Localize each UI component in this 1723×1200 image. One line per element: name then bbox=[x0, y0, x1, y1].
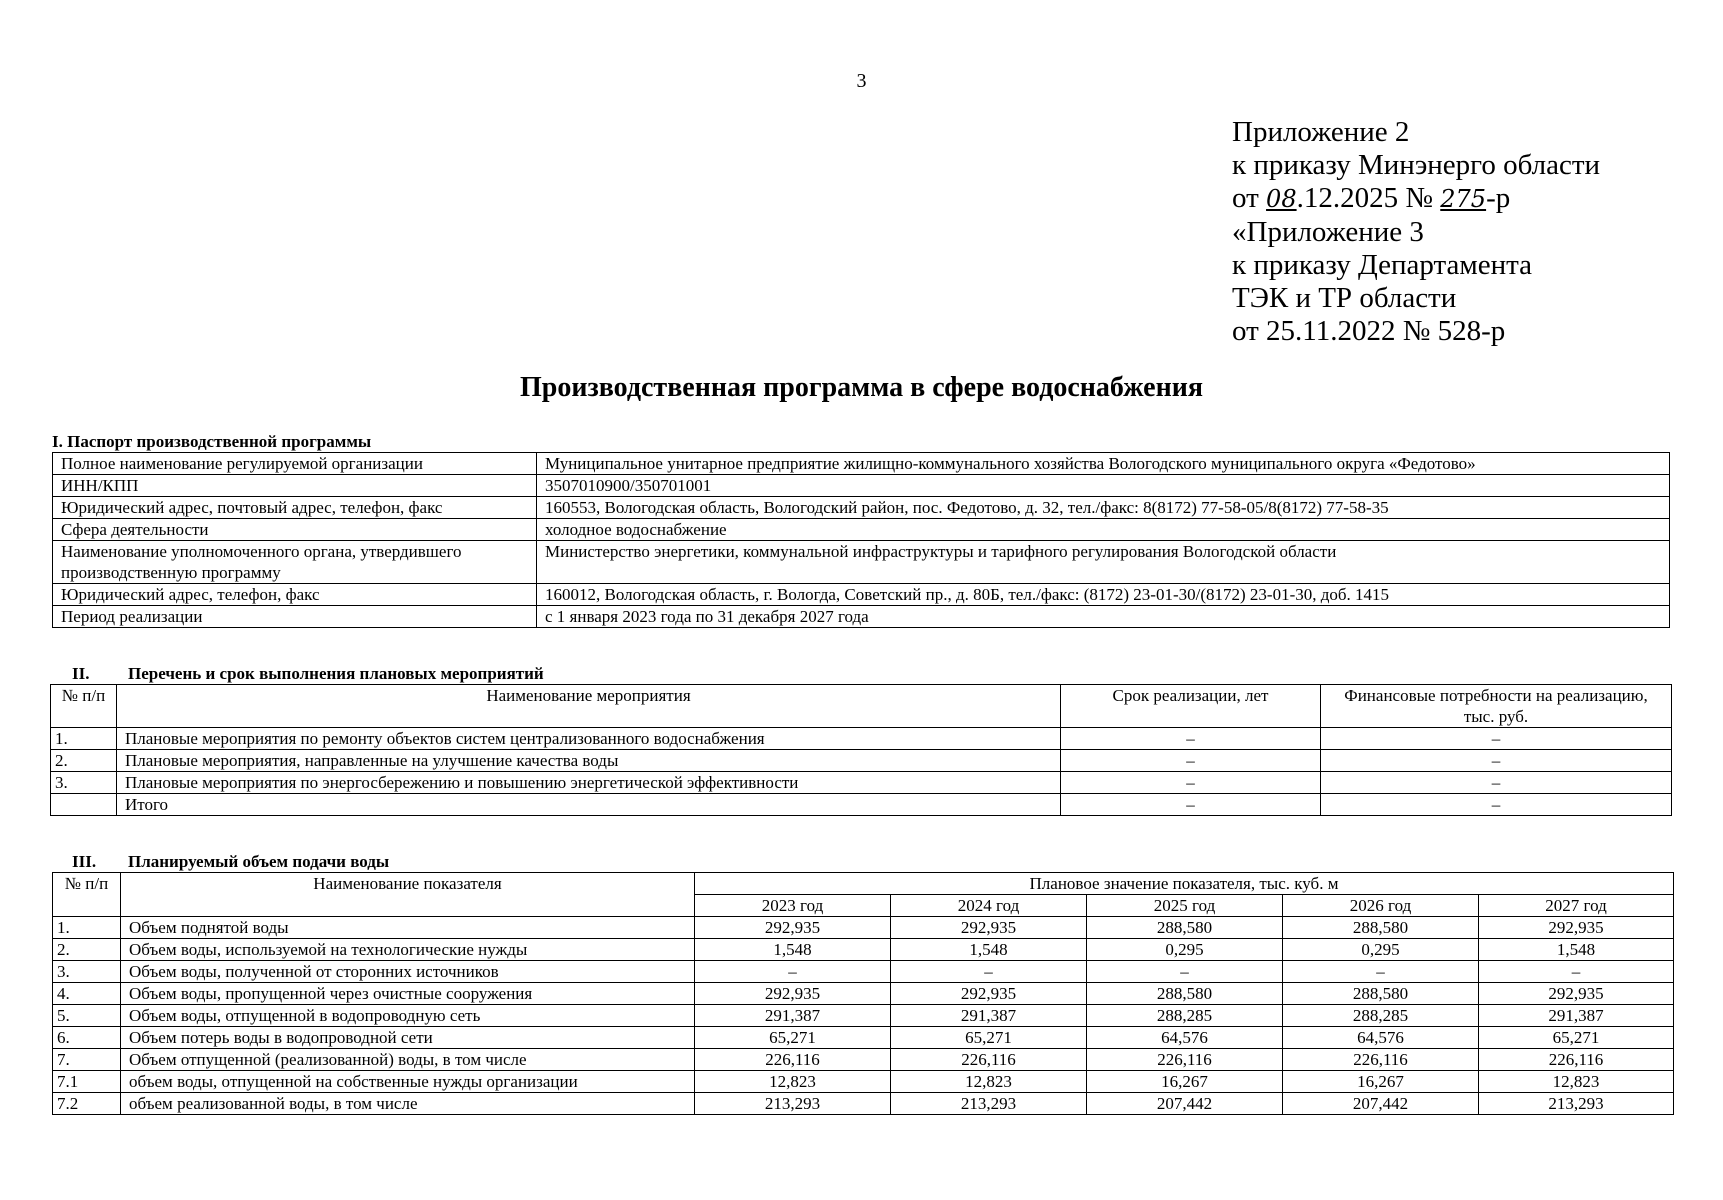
indicator-value: 213,293 bbox=[695, 1093, 891, 1115]
indicator-value: 0,295 bbox=[1087, 939, 1283, 961]
indicator-value: – bbox=[1087, 961, 1283, 983]
passport-label: Период реализации bbox=[53, 606, 537, 628]
appendix-line: ТЭК и ТР области bbox=[1232, 282, 1457, 314]
table-row bbox=[53, 961, 1674, 983]
indicator-value: 292,935 bbox=[891, 983, 1087, 1005]
measure-name: Плановые мероприятия по энергосбережению и повышению энергетической эффективности bbox=[117, 772, 1061, 794]
section-2-heading bbox=[72, 664, 544, 684]
indicator-value: 213,293 bbox=[1479, 1093, 1674, 1115]
row-number: 6. bbox=[53, 1027, 121, 1049]
table-row bbox=[53, 584, 1670, 606]
year-header: 2026 год bbox=[1283, 895, 1479, 917]
indicator-value: 226,116 bbox=[1283, 1049, 1479, 1071]
appendix-line: «Приложение 3 bbox=[1232, 216, 1424, 248]
year-header: 2023 год bbox=[695, 895, 891, 917]
indicator-value: 65,271 bbox=[695, 1027, 891, 1049]
row-number: 7. bbox=[53, 1049, 121, 1071]
row-number: 3. bbox=[51, 772, 117, 794]
header-plan: Плановое значение показателя, тыс. куб. м bbox=[695, 873, 1674, 895]
table-row bbox=[53, 1093, 1674, 1115]
appendix-line: от 25.11.2022 № 528-р bbox=[1232, 315, 1506, 347]
header-no: № п/п bbox=[51, 685, 117, 728]
section-3-number: III. bbox=[72, 852, 97, 871]
header-term: Срок реализации, лет bbox=[1061, 685, 1321, 728]
indicator-value: 288,580 bbox=[1283, 983, 1479, 1005]
table-row bbox=[51, 750, 1672, 772]
indicator-value: 288,580 bbox=[1283, 917, 1479, 939]
row-number: 1. bbox=[51, 728, 117, 750]
table-row bbox=[51, 728, 1672, 750]
indicator-name: объем воды, отпущенной на собственные нужды организации bbox=[121, 1071, 695, 1093]
section-3-title: Планируемый объем подачи воды bbox=[128, 852, 390, 871]
indicator-name: Объем воды, пропущенной через очистные сооружения bbox=[121, 983, 695, 1005]
measure-finance: – bbox=[1321, 772, 1672, 794]
row-number: 2. bbox=[53, 939, 121, 961]
table-row bbox=[51, 772, 1672, 794]
indicator-value: 292,935 bbox=[1479, 983, 1674, 1005]
header-no: № п/п bbox=[53, 873, 121, 917]
document-title: Производственная программа в сфере водоснабжения bbox=[519, 372, 1204, 403]
passport-value: Министерство энергетики, коммунальной инфраструктуры и тарифного регулирования Вологодской области bbox=[537, 541, 1670, 584]
section-2-title: Перечень и срок выполнения плановых мероприятий bbox=[128, 664, 544, 683]
indicator-value: 291,387 bbox=[1479, 1005, 1674, 1027]
table-row bbox=[53, 939, 1674, 961]
measure-name: Плановые мероприятия, направленные на улучшение качества воды bbox=[117, 750, 1061, 772]
appendix-date: .12.2025 № bbox=[1296, 182, 1434, 214]
table-row bbox=[53, 983, 1674, 1005]
indicator-value: 64,576 bbox=[1087, 1027, 1283, 1049]
passport-value: 160553, Вологодская область, Вологодский район, пос. Федотово, д. 32, тел./факс: 8(8172) 77-58-05/8(8172) 77-58-35 bbox=[537, 497, 1670, 519]
indicator-value: 64,576 bbox=[1283, 1027, 1479, 1049]
header-name: Наименование мероприятия bbox=[117, 685, 1061, 728]
appendix-line: к приказу Департамента bbox=[1232, 249, 1533, 281]
indicator-value: 292,935 bbox=[891, 917, 1087, 939]
section-3-heading bbox=[72, 852, 389, 872]
header-name: Наименование показателя bbox=[121, 873, 695, 917]
passport-label: Сфера деятельности bbox=[53, 519, 537, 541]
indicator-value: 12,823 bbox=[1479, 1071, 1674, 1093]
indicator-name: объем реализованной воды, в том числе bbox=[121, 1093, 695, 1115]
measure-term: – bbox=[1061, 750, 1321, 772]
handwritten-day: 08 bbox=[1266, 185, 1297, 213]
year-header: 2027 год bbox=[1479, 895, 1674, 917]
table-row bbox=[53, 917, 1674, 939]
table-row bbox=[53, 606, 1670, 628]
passport-value: 3507010900/350701001 bbox=[537, 475, 1670, 497]
header-finance: Финансовые потребности на реализацию, тыс. руб. bbox=[1321, 685, 1672, 728]
passport-label: Наименование уполномоченного органа, утвердившего производственную программу bbox=[53, 541, 537, 584]
indicator-name: Объем воды, используемой на технологические нужды bbox=[121, 939, 695, 961]
indicator-value: 292,935 bbox=[695, 983, 891, 1005]
table-row bbox=[53, 497, 1670, 519]
indicator-value: 292,935 bbox=[1479, 917, 1674, 939]
indicator-value: – bbox=[695, 961, 891, 983]
year-header: 2024 год bbox=[891, 895, 1087, 917]
indicator-name: Объем отпущенной (реализованной) воды, в том числе bbox=[121, 1049, 695, 1071]
measure-name: Итого bbox=[117, 794, 1061, 816]
measure-finance: – bbox=[1321, 750, 1672, 772]
indicator-value: 213,293 bbox=[891, 1093, 1087, 1115]
water-volume-table bbox=[52, 872, 1674, 1115]
passport-label: ИНН/КПП bbox=[53, 475, 537, 497]
row-number: 4. bbox=[53, 983, 121, 1005]
table-row bbox=[53, 1005, 1674, 1027]
table-row bbox=[53, 1027, 1674, 1049]
indicator-value: 65,271 bbox=[1479, 1027, 1674, 1049]
table-row bbox=[53, 1049, 1674, 1071]
row-number: 7.2 bbox=[53, 1093, 121, 1115]
row-number: 3. bbox=[53, 961, 121, 983]
passport-label: Юридический адрес, почтовый адрес, телефон, факс bbox=[53, 497, 537, 519]
row-number: 7.1 bbox=[53, 1071, 121, 1093]
indicator-value: – bbox=[1283, 961, 1479, 983]
measure-finance: – bbox=[1321, 794, 1672, 816]
row-number: 5. bbox=[53, 1005, 121, 1027]
indicator-value: 288,285 bbox=[1283, 1005, 1479, 1027]
measure-term: – bbox=[1061, 728, 1321, 750]
indicator-value: – bbox=[1479, 961, 1674, 983]
passport-label: Юридический адрес, телефон, факс bbox=[53, 584, 537, 606]
indicator-value: 288,580 bbox=[1087, 983, 1283, 1005]
passport-value: с 1 января 2023 года по 31 декабря 2027 года bbox=[537, 606, 1670, 628]
appendix-suffix: -р bbox=[1486, 182, 1511, 214]
indicator-value: 226,116 bbox=[1087, 1049, 1283, 1071]
row-number bbox=[51, 794, 117, 816]
year-header: 2025 год bbox=[1087, 895, 1283, 917]
indicator-value: 226,116 bbox=[1479, 1049, 1674, 1071]
table-row bbox=[53, 541, 1670, 584]
row-number: 2. bbox=[51, 750, 117, 772]
section-2-number: II. bbox=[72, 664, 90, 683]
indicator-value: 292,935 bbox=[695, 917, 891, 939]
indicator-name: Объем потерь воды в водопроводной сети bbox=[121, 1027, 695, 1049]
table-row bbox=[53, 453, 1670, 475]
appendix-block bbox=[1232, 116, 1600, 348]
measure-term: – bbox=[1061, 794, 1321, 816]
indicator-value: – bbox=[891, 961, 1087, 983]
table-row bbox=[53, 1071, 1674, 1093]
appendix-line: Приложение 2 bbox=[1232, 116, 1410, 148]
measure-finance: – bbox=[1321, 728, 1672, 750]
indicator-value: 288,285 bbox=[1087, 1005, 1283, 1027]
indicator-value: 16,267 bbox=[1087, 1071, 1283, 1093]
indicator-value: 0,295 bbox=[1283, 939, 1479, 961]
appendix-prefix: от bbox=[1232, 182, 1259, 214]
indicator-value: 1,548 bbox=[695, 939, 891, 961]
indicator-name: Объем поднятой воды bbox=[121, 917, 695, 939]
table-row bbox=[53, 519, 1670, 541]
indicator-value: 291,387 bbox=[695, 1005, 891, 1027]
measure-term: – bbox=[1061, 772, 1321, 794]
handwritten-number: 275 bbox=[1440, 185, 1487, 213]
table-row bbox=[53, 475, 1670, 497]
indicator-name: Объем воды, полученной от сторонних источников bbox=[121, 961, 695, 983]
passport-table bbox=[52, 452, 1670, 628]
passport-label: Полное наименование регулируемой организации bbox=[53, 453, 537, 475]
page-number: 3 bbox=[856, 70, 867, 92]
passport-value: 160012, Вологодская область, г. Вологда, Советский пр., д. 80Б, тел./факс: (8172) 23-01-30/(8172) 23-01-30, доб. 1415 bbox=[537, 584, 1670, 606]
indicator-value: 1,548 bbox=[891, 939, 1087, 961]
measures-table bbox=[50, 684, 1672, 816]
indicator-value: 291,387 bbox=[891, 1005, 1087, 1027]
section-1-heading: I. Паспорт производственной программы bbox=[52, 432, 372, 451]
indicator-value: 288,580 bbox=[1087, 917, 1283, 939]
row-number: 1. bbox=[53, 917, 121, 939]
indicator-value: 1,548 bbox=[1479, 939, 1674, 961]
indicator-value: 16,267 bbox=[1283, 1071, 1479, 1093]
indicator-value: 12,823 bbox=[891, 1071, 1087, 1093]
appendix-order-line bbox=[1232, 182, 1600, 216]
appendix-line: к приказу Минэнерго области bbox=[1232, 149, 1601, 181]
indicator-name: Объем воды, отпущенной в водопроводную сеть bbox=[121, 1005, 695, 1027]
table-row bbox=[51, 794, 1672, 816]
indicator-value: 207,442 bbox=[1283, 1093, 1479, 1115]
indicator-value: 12,823 bbox=[695, 1071, 891, 1093]
passport-value: Муниципальное унитарное предприятие жилищно-коммунального хозяйства Вологодского муниципального округа «Федотово» bbox=[537, 453, 1670, 475]
indicator-value: 65,271 bbox=[891, 1027, 1087, 1049]
indicator-value: 207,442 bbox=[1087, 1093, 1283, 1115]
indicator-value: 226,116 bbox=[891, 1049, 1087, 1071]
indicator-value: 226,116 bbox=[695, 1049, 891, 1071]
passport-value: холодное водоснабжение bbox=[537, 519, 1670, 541]
measure-name: Плановые мероприятия по ремонту объектов систем централизованного водоснабжения bbox=[117, 728, 1061, 750]
